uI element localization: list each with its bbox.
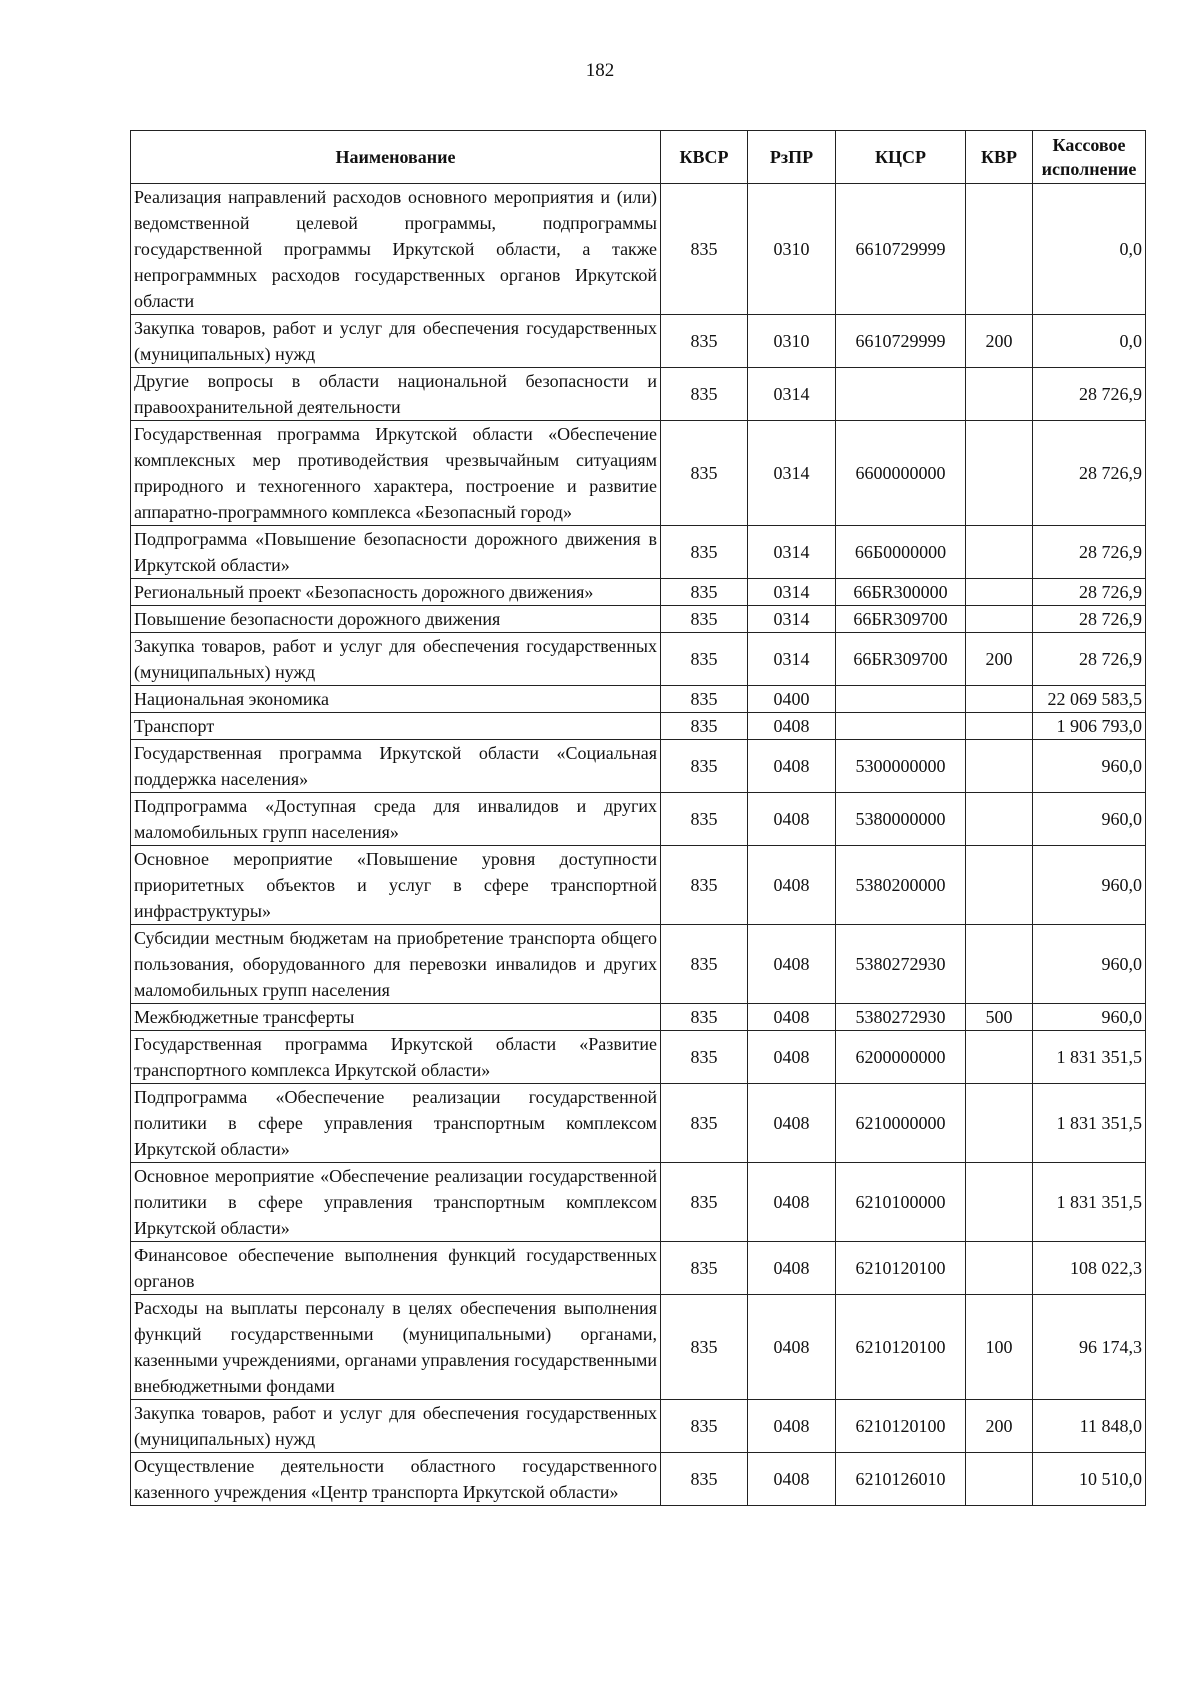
cell-kvsr: 835 <box>661 1163 748 1242</box>
cell-name: Основное мероприятие «Обеспечение реализации государственной политики в сфере управления транспортным комплексом Иркутской области» <box>131 1163 661 1242</box>
cell-kcsr <box>836 368 966 421</box>
table-row <box>131 793 1146 846</box>
cell-name: Повышение безопасности дорожного движения <box>131 606 661 633</box>
cell-kvr <box>966 713 1033 740</box>
cell-rzpr: 0314 <box>748 421 836 526</box>
cell-rzpr: 0400 <box>748 686 836 713</box>
cell-kcsr: 6210100000 <box>836 1163 966 1242</box>
cell-rzpr: 0408 <box>748 713 836 740</box>
cell-name: Субсидии местным бюджетам на приобретение транспорта общего пользования, оборудованного для перевозки инвалидов и других маломобильных групп населения <box>131 925 661 1004</box>
table-row <box>131 368 1146 421</box>
table-row <box>131 1163 1146 1242</box>
cell-sum: 28 726,9 <box>1033 421 1146 526</box>
cell-kvsr: 835 <box>661 1295 748 1400</box>
cell-rzpr: 0314 <box>748 633 836 686</box>
cell-name: Основное мероприятие «Повышение уровня доступности приоритетных объектов и услуг в сфере транспортной инфраструктуры» <box>131 846 661 925</box>
table-row <box>131 1084 1146 1163</box>
cell-kcsr: 6210120100 <box>836 1295 966 1400</box>
cell-kvr: 100 <box>966 1295 1033 1400</box>
header-sum: Кассовое исполнение <box>1033 131 1146 184</box>
cell-kvsr: 835 <box>661 1031 748 1084</box>
cell-sum: 0,0 <box>1033 184 1146 315</box>
cell-rzpr: 0408 <box>748 1004 836 1031</box>
cell-sum: 11 848,0 <box>1033 1400 1146 1453</box>
cell-kcsr: 6210120100 <box>836 1242 966 1295</box>
cell-rzpr: 0408 <box>748 1295 836 1400</box>
table-row <box>131 1400 1146 1453</box>
cell-kvsr: 835 <box>661 1453 748 1506</box>
header-kvsr: КВСР <box>661 131 748 184</box>
cell-rzpr: 0408 <box>748 1084 836 1163</box>
cell-kvr <box>966 793 1033 846</box>
cell-kvr <box>966 925 1033 1004</box>
cell-sum: 28 726,9 <box>1033 633 1146 686</box>
cell-rzpr: 0314 <box>748 526 836 579</box>
cell-rzpr: 0408 <box>748 1400 836 1453</box>
cell-rzpr: 0408 <box>748 1453 836 1506</box>
table-row <box>131 1242 1146 1295</box>
cell-kvsr: 835 <box>661 315 748 368</box>
cell-name: Другие вопросы в области национальной безопасности и правоохранительной деятельности <box>131 368 661 421</box>
cell-kvsr: 835 <box>661 579 748 606</box>
cell-kcsr: 5380000000 <box>836 793 966 846</box>
cell-kvr <box>966 1163 1033 1242</box>
cell-rzpr: 0408 <box>748 846 836 925</box>
cell-name: Подпрограмма «Доступная среда для инвалидов и других маломобильных групп населения» <box>131 793 661 846</box>
cell-kcsr: 6600000000 <box>836 421 966 526</box>
cell-kcsr: 5380272930 <box>836 1004 966 1031</box>
cell-kvsr: 835 <box>661 1084 748 1163</box>
cell-rzpr: 0408 <box>748 1031 836 1084</box>
cell-name: Транспорт <box>131 713 661 740</box>
cell-rzpr: 0310 <box>748 184 836 315</box>
cell-kvr: 200 <box>966 315 1033 368</box>
cell-kcsr <box>836 686 966 713</box>
cell-kvr <box>966 846 1033 925</box>
header-rzpr: РзПР <box>748 131 836 184</box>
cell-kcsr: 6610729999 <box>836 184 966 315</box>
table-row <box>131 740 1146 793</box>
cell-rzpr: 0408 <box>748 1242 836 1295</box>
cell-sum: 22 069 583,5 <box>1033 686 1146 713</box>
cell-name: Государственная программа Иркутской области «Социальная поддержка населения» <box>131 740 661 793</box>
cell-kcsr: 6200000000 <box>836 1031 966 1084</box>
cell-kcsr: 6210120100 <box>836 1400 966 1453</box>
cell-rzpr: 0408 <box>748 1163 836 1242</box>
cell-kvsr: 835 <box>661 925 748 1004</box>
table-row <box>131 526 1146 579</box>
cell-rzpr: 0314 <box>748 368 836 421</box>
cell-kvsr: 835 <box>661 421 748 526</box>
cell-name: Финансовое обеспечение выполнения функций государственных органов <box>131 1242 661 1295</box>
cell-kcsr: 5300000000 <box>836 740 966 793</box>
cell-rzpr: 0314 <box>748 579 836 606</box>
cell-name: Закупка товаров, работ и услуг для обеспечения государственных (муниципальных) нужд <box>131 1400 661 1453</box>
cell-kvr <box>966 1084 1033 1163</box>
table-row <box>131 1031 1146 1084</box>
cell-kvsr: 835 <box>661 368 748 421</box>
table-row <box>131 633 1146 686</box>
cell-kvr <box>966 1031 1033 1084</box>
table-row <box>131 315 1146 368</box>
cell-sum: 28 726,9 <box>1033 368 1146 421</box>
cell-kcsr: 5380272930 <box>836 925 966 1004</box>
header-kcsr: КЦСР <box>836 131 966 184</box>
table-body <box>131 184 1146 1506</box>
table-row <box>131 925 1146 1004</box>
cell-sum: 960,0 <box>1033 1004 1146 1031</box>
cell-name: Осуществление деятельности областного государственного казенного учреждения «Центр транспорта Иркутской области» <box>131 1453 661 1506</box>
cell-kvsr: 835 <box>661 1400 748 1453</box>
cell-kcsr: 6210126010 <box>836 1453 966 1506</box>
cell-kvr <box>966 606 1033 633</box>
cell-name: Государственная программа Иркутской области «Развитие транспортного комплекса Иркутской области» <box>131 1031 661 1084</box>
cell-sum: 0,0 <box>1033 315 1146 368</box>
cell-kvsr: 835 <box>661 793 748 846</box>
cell-sum: 10 510,0 <box>1033 1453 1146 1506</box>
cell-kvsr: 835 <box>661 633 748 686</box>
cell-sum: 96 174,3 <box>1033 1295 1146 1400</box>
table-row <box>131 579 1146 606</box>
cell-kvr <box>966 368 1033 421</box>
cell-kvr <box>966 526 1033 579</box>
cell-sum: 1 831 351,5 <box>1033 1031 1146 1084</box>
cell-kvsr: 835 <box>661 1242 748 1295</box>
cell-name: Национальная экономика <box>131 686 661 713</box>
cell-rzpr: 0408 <box>748 740 836 793</box>
cell-kvr: 200 <box>966 1400 1033 1453</box>
cell-kvr: 200 <box>966 633 1033 686</box>
table-row <box>131 184 1146 315</box>
cell-rzpr: 0310 <box>748 315 836 368</box>
cell-name: Реализация направлений расходов основного мероприятия и (или) ведомственной целевой программы, подпрограммы государственной программы Иркутской области, а также непрограммных расходов государственных органов Иркутской области <box>131 184 661 315</box>
table-row <box>131 421 1146 526</box>
cell-kcsr: 6610729999 <box>836 315 966 368</box>
cell-kvsr: 835 <box>661 1004 748 1031</box>
cell-kvr <box>966 579 1033 606</box>
table-row <box>131 1004 1146 1031</box>
cell-kvsr: 835 <box>661 184 748 315</box>
table-row <box>131 846 1146 925</box>
cell-sum: 28 726,9 <box>1033 526 1146 579</box>
cell-kvr <box>966 421 1033 526</box>
cell-name: Подпрограмма «Обеспечение реализации государственной политики в сфере управления транспортным комплексом Иркутской области» <box>131 1084 661 1163</box>
cell-rzpr: 0408 <box>748 793 836 846</box>
cell-sum: 28 726,9 <box>1033 606 1146 633</box>
page-number: 182 <box>585 60 615 81</box>
cell-kcsr <box>836 713 966 740</box>
table-row <box>131 686 1146 713</box>
table-header-row <box>131 131 1146 184</box>
cell-name: Межбюджетные трансферты <box>131 1004 661 1031</box>
table-row <box>131 606 1146 633</box>
cell-kvr <box>966 1242 1033 1295</box>
cell-name: Региональный проект «Безопасность дорожного движения» <box>131 579 661 606</box>
cell-rzpr: 0314 <box>748 606 836 633</box>
cell-kvsr: 835 <box>661 526 748 579</box>
cell-kcsr: 66БR309700 <box>836 606 966 633</box>
table-row <box>131 1295 1146 1400</box>
cell-name: Подпрограмма «Повышение безопасности дорожного движения в Иркутской области» <box>131 526 661 579</box>
cell-sum: 960,0 <box>1033 925 1146 1004</box>
cell-kvsr: 835 <box>661 686 748 713</box>
cell-sum: 960,0 <box>1033 793 1146 846</box>
cell-sum: 960,0 <box>1033 846 1146 925</box>
cell-sum: 960,0 <box>1033 740 1146 793</box>
cell-name: Закупка товаров, работ и услуг для обеспечения государственных (муниципальных) нужд <box>131 633 661 686</box>
cell-kvsr: 835 <box>661 846 748 925</box>
cell-sum: 1 906 793,0 <box>1033 713 1146 740</box>
header-name: Наименование <box>131 131 661 184</box>
cell-kvsr: 835 <box>661 713 748 740</box>
cell-kcsr: 6210000000 <box>836 1084 966 1163</box>
cell-name: Закупка товаров, работ и услуг для обеспечения государственных (муниципальных) нужд <box>131 315 661 368</box>
cell-kvr <box>966 686 1033 713</box>
cell-kvsr: 835 <box>661 740 748 793</box>
cell-kvr <box>966 740 1033 793</box>
cell-rzpr: 0408 <box>748 925 836 1004</box>
cell-sum: 28 726,9 <box>1033 579 1146 606</box>
table-row <box>131 1453 1146 1506</box>
cell-kvr <box>966 184 1033 315</box>
table-row <box>131 713 1146 740</box>
cell-kvsr: 835 <box>661 606 748 633</box>
cell-name: Государственная программа Иркутской области «Обеспечение комплексных мер противодействия чрезвычайным ситуациям природного и техногенного характера, построение и развитие аппаратно-программного комплекса «Безопасный город» <box>131 421 661 526</box>
cell-sum: 108 022,3 <box>1033 1242 1146 1295</box>
cell-name: Расходы на выплаты персоналу в целях обеспечения выполнения функций государственными (муниципальными) органами, казенными учреждениями, органами управления государственными внебюджетными фондами <box>131 1295 661 1400</box>
cell-sum: 1 831 351,5 <box>1033 1084 1146 1163</box>
cell-kcsr: 66БR300000 <box>836 579 966 606</box>
cell-kcsr: 66Б0000000 <box>836 526 966 579</box>
cell-kcsr: 66БR309700 <box>836 633 966 686</box>
cell-kcsr: 5380200000 <box>836 846 966 925</box>
cell-kvr <box>966 1453 1033 1506</box>
cell-kvr: 500 <box>966 1004 1033 1031</box>
budget-table <box>130 130 1146 1506</box>
header-kvr: КВР <box>966 131 1033 184</box>
cell-sum: 1 831 351,5 <box>1033 1163 1146 1242</box>
